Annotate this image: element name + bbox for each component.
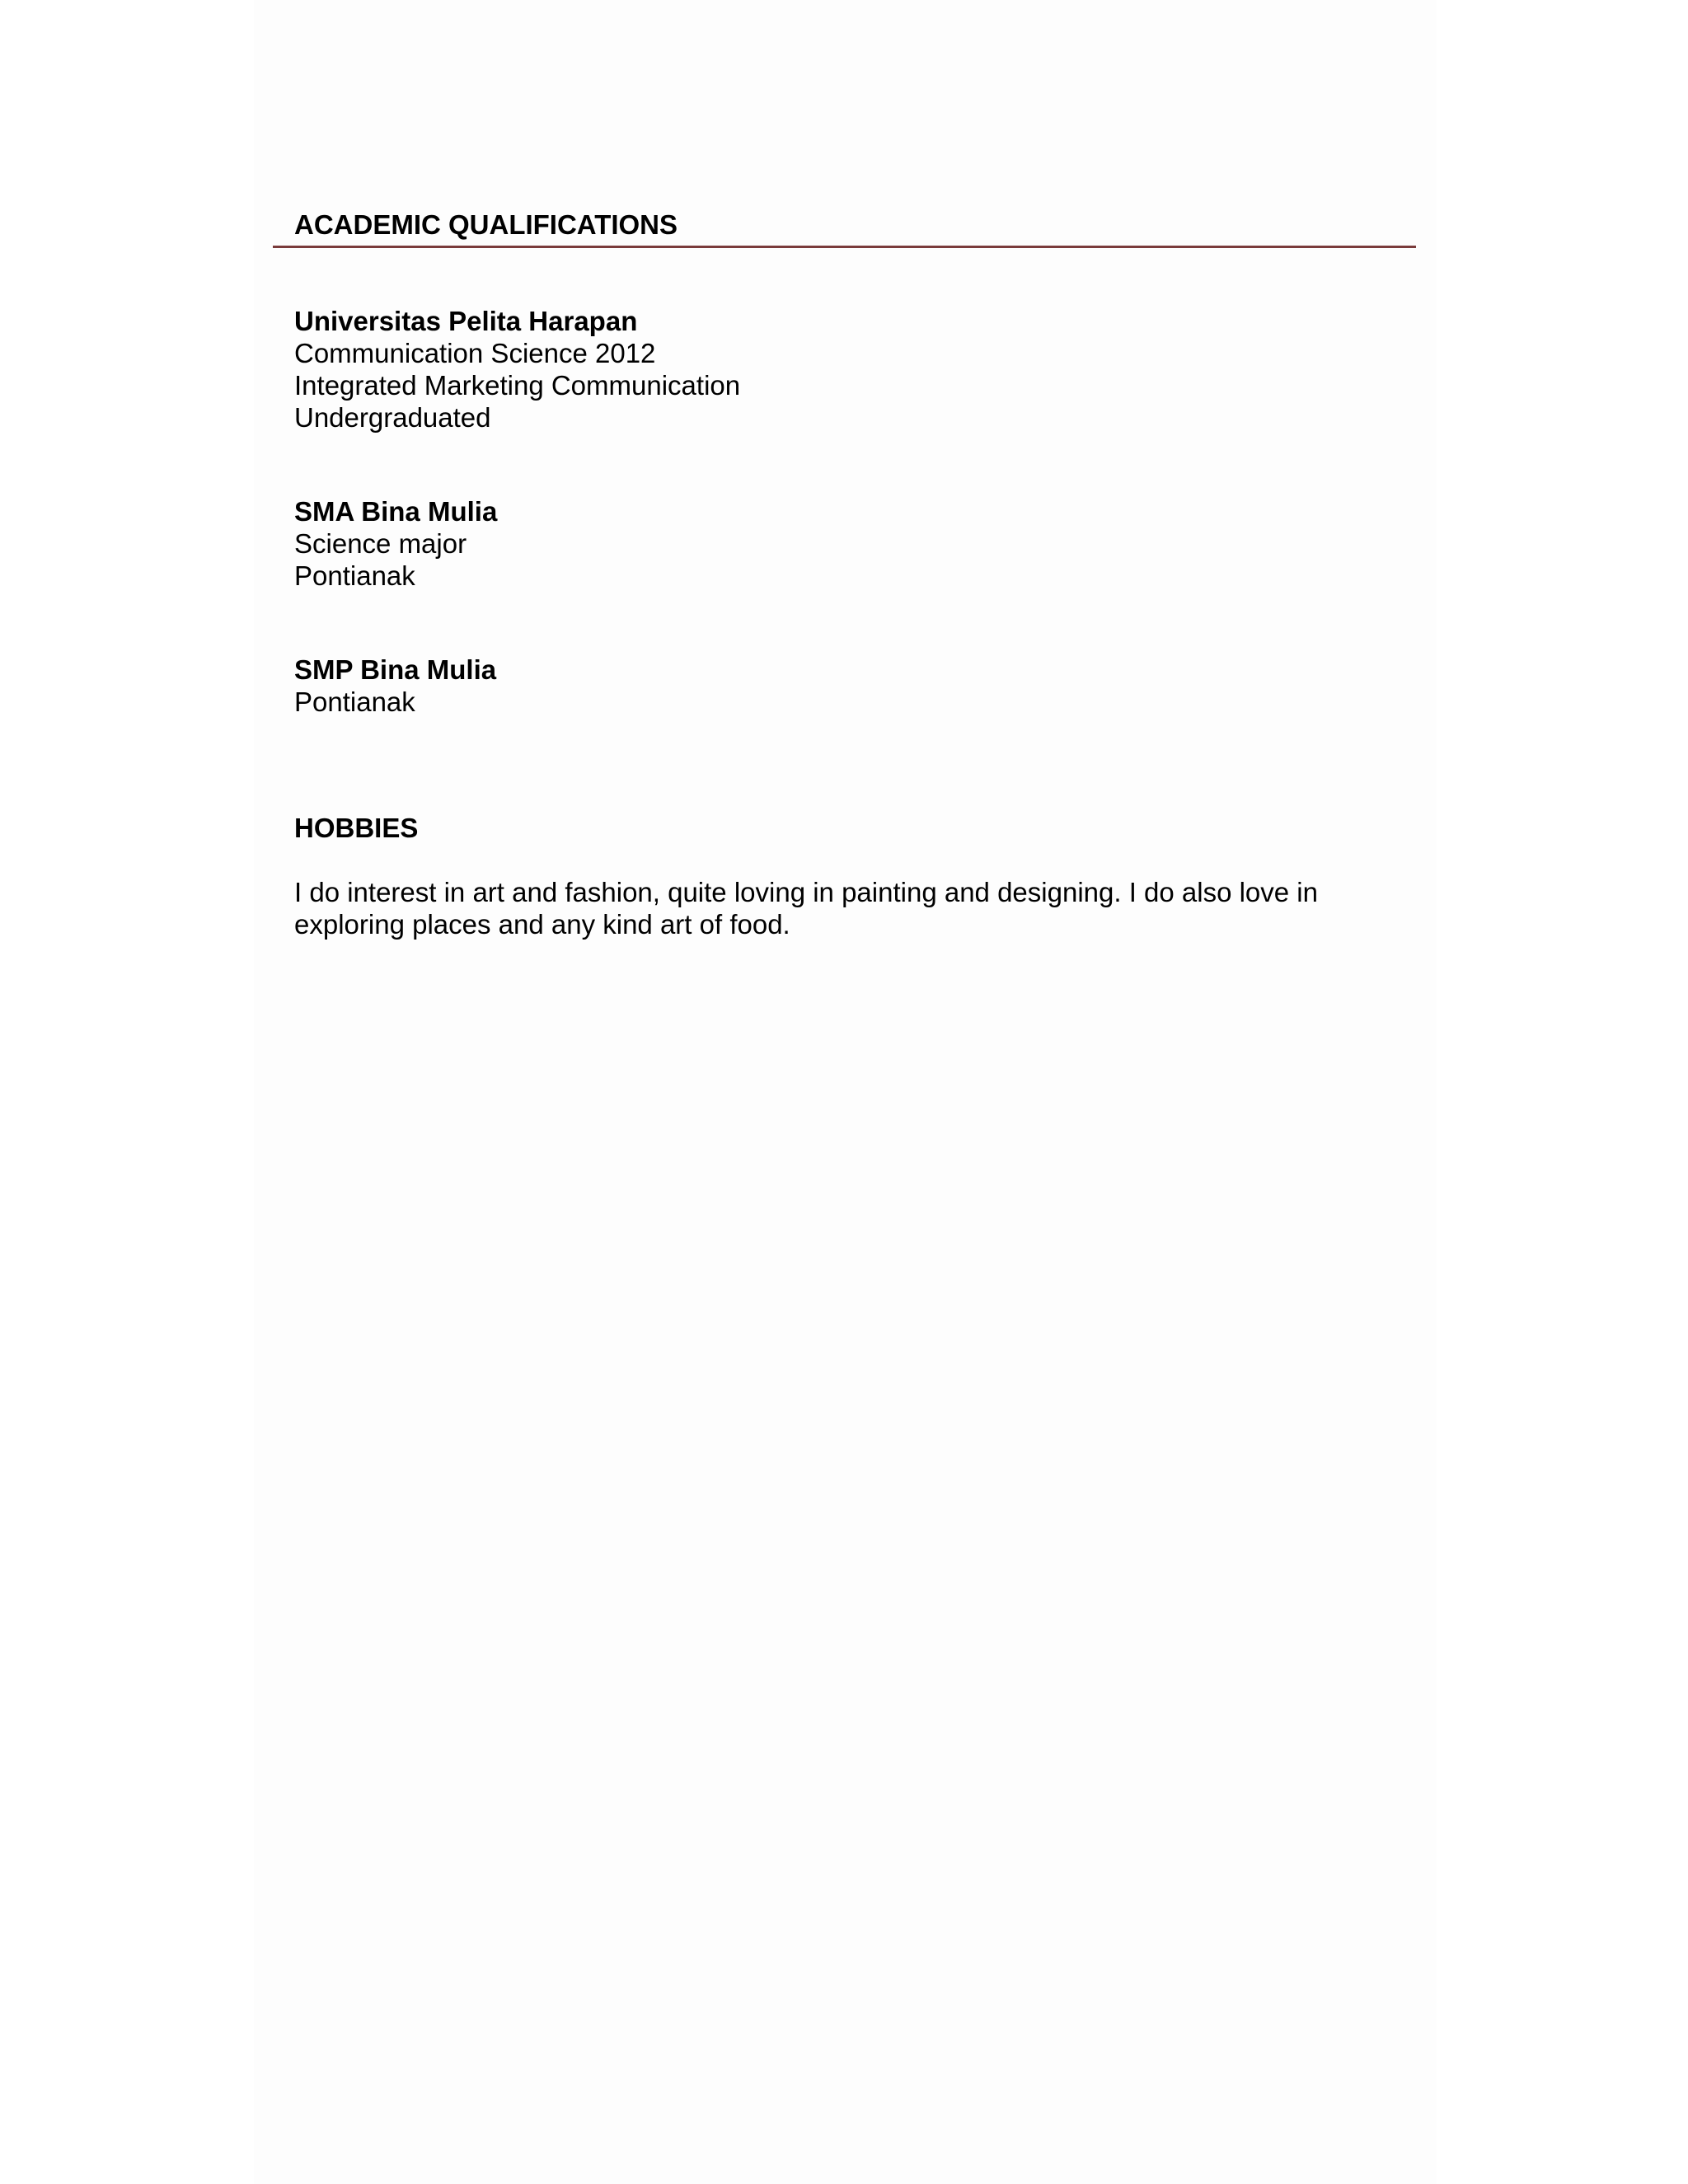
hobbies-heading: HOBBIES xyxy=(294,813,419,843)
academic-qualifications-heading: ACADEMIC QUALIFICATIONS xyxy=(294,209,678,240)
education-entry-university xyxy=(294,305,740,434)
hobbies-paragraph: I do interest in art and fashion, quite loving in painting and designing. I do also love in exploring places and any kind art of food. xyxy=(294,877,1318,940)
education-entry-senior-high xyxy=(294,495,497,592)
entry-detail: Integrated Marketing Communication xyxy=(294,370,741,401)
school-name: SMA Bina Mulia xyxy=(294,496,498,527)
school-name: SMP Bina Mulia xyxy=(294,654,497,685)
entry-detail: Science major xyxy=(294,528,467,559)
entry-detail: Pontianak xyxy=(294,560,415,591)
section-divider xyxy=(273,246,1416,248)
entry-detail: Undergraduated xyxy=(294,402,491,433)
entry-detail: Pontianak xyxy=(294,687,415,717)
school-name: Universitas Pelita Harapan xyxy=(294,306,638,336)
entry-detail: Communication Science 2012 xyxy=(294,338,656,368)
education-entry-junior-high xyxy=(294,654,496,718)
